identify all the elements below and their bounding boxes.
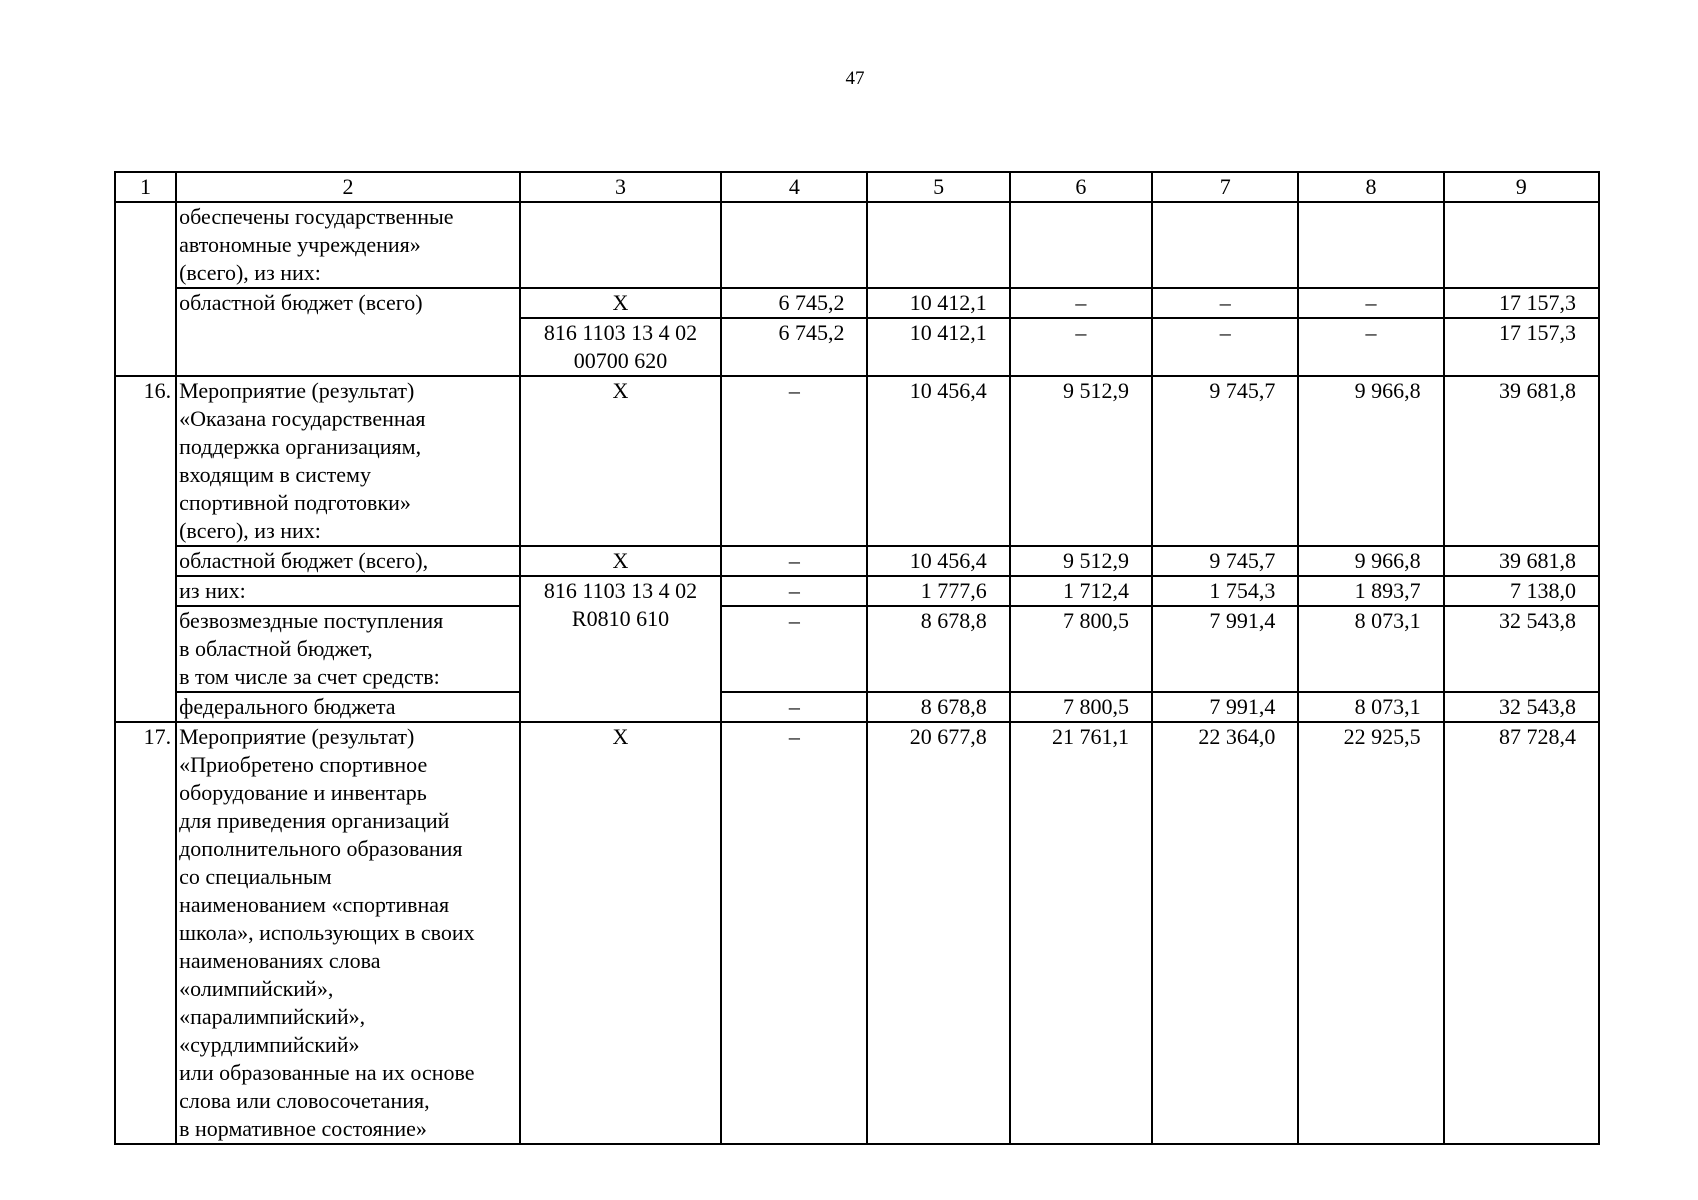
- name-cell: областной бюджет (всего),: [176, 546, 520, 576]
- value-cell: 7 991,4: [1152, 692, 1298, 722]
- value-cell: 6 745,2: [721, 288, 867, 318]
- value-cell: 32 543,8: [1444, 606, 1599, 692]
- value-cell: –: [1298, 318, 1443, 376]
- code-cell: Х: [520, 288, 721, 318]
- name-line: «Оказана государственная: [179, 406, 426, 431]
- code-line: 00700 620: [573, 348, 668, 373]
- value-cell: 1 754,3: [1152, 576, 1298, 606]
- name-line: входящим в систему: [179, 462, 371, 487]
- code-cell: [520, 202, 721, 288]
- header-cell: 8: [1298, 172, 1443, 202]
- value-cell: 8 073,1: [1298, 692, 1443, 722]
- header-cell: 2: [176, 172, 520, 202]
- name-line: в нормативное состояние»: [179, 1116, 427, 1141]
- name-line: автономные учреждения»: [179, 232, 421, 257]
- value-cell: 6 745,2: [721, 318, 867, 376]
- name-line: или образованные на их основе: [179, 1060, 475, 1085]
- value-cell: 10 456,4: [867, 546, 1009, 576]
- value-cell: 39 681,8: [1444, 376, 1599, 546]
- table-row: [115, 376, 1599, 546]
- table-row: [115, 576, 1599, 606]
- value-cell: –: [1010, 288, 1152, 318]
- table-row: [115, 202, 1599, 288]
- value-cell: 22 925,5: [1298, 722, 1443, 1144]
- value-cell: 9 512,9: [1010, 546, 1152, 576]
- name-line: в том числе за счет средств:: [179, 664, 440, 689]
- value-cell: 39 681,8: [1444, 546, 1599, 576]
- header-cell: 9: [1444, 172, 1599, 202]
- header-cell: 6: [1010, 172, 1152, 202]
- name-line: школа», использующих в своих: [179, 920, 475, 945]
- name-line: дополнительного образования: [179, 836, 463, 861]
- name-cell: [176, 376, 520, 546]
- row-number-cell: 16.: [115, 376, 176, 722]
- name-line: «паралимпийский»,: [179, 1004, 366, 1029]
- value-cell: [1444, 202, 1599, 288]
- budget-table: [114, 171, 1600, 1145]
- code-line: R0810 610: [571, 606, 670, 631]
- value-cell: 32 543,8: [1444, 692, 1599, 722]
- table-row: [115, 722, 1599, 1144]
- value-cell: [1010, 202, 1152, 288]
- header-cell: 3: [520, 172, 721, 202]
- value-cell: 7 800,5: [1010, 692, 1152, 722]
- value-cell: 7 800,5: [1010, 606, 1152, 692]
- value-cell: –: [1010, 318, 1152, 376]
- value-cell: 8 073,1: [1298, 606, 1443, 692]
- name-cell: [176, 722, 520, 1144]
- value-cell: –: [721, 576, 867, 606]
- code-cell: Х: [520, 376, 721, 546]
- value-cell: 8 678,8: [867, 692, 1009, 722]
- header-row: [115, 172, 1599, 202]
- value-cell: –: [721, 606, 867, 692]
- header-cell: 7: [1152, 172, 1298, 202]
- table-row: [115, 546, 1599, 576]
- value-cell: [867, 202, 1009, 288]
- value-cell: –: [1298, 288, 1443, 318]
- value-cell: –: [1152, 288, 1298, 318]
- name-line: Мероприятие (результат): [179, 724, 415, 749]
- code-line: 816 1103 13 4 02: [543, 320, 698, 345]
- value-cell: [1298, 202, 1443, 288]
- code-cell: Х: [520, 722, 721, 1144]
- name-line: «сурдлимпийский»: [179, 1032, 360, 1057]
- name-cell: федерального бюджета: [176, 692, 520, 722]
- value-cell: 1 777,6: [867, 576, 1009, 606]
- value-cell: 9 745,7: [1152, 376, 1298, 546]
- value-cell: 87 728,4: [1444, 722, 1599, 1144]
- name-line: для приведения организаций: [179, 808, 450, 833]
- value-cell: 17 157,3: [1444, 318, 1599, 376]
- name-line: «олимпийский»,: [179, 976, 334, 1001]
- code-cell: [520, 576, 721, 722]
- name-line: (всего), из них:: [179, 260, 321, 285]
- name-line: (всего), из них:: [179, 518, 321, 543]
- name-line: в областной бюджет,: [179, 636, 373, 661]
- value-cell: 8 678,8: [867, 606, 1009, 692]
- name-line: наименованиях слова: [179, 948, 381, 973]
- code-line: 816 1103 13 4 02: [543, 578, 698, 603]
- value-cell: [721, 202, 867, 288]
- value-cell: 21 761,1: [1010, 722, 1152, 1144]
- code-cell: Х: [520, 546, 721, 576]
- value-cell: 1 712,4: [1010, 576, 1152, 606]
- value-cell: [1152, 202, 1298, 288]
- name-line: оборудование и инвентарь: [179, 780, 427, 805]
- value-cell: 9 745,7: [1152, 546, 1298, 576]
- name-cell: [176, 202, 520, 288]
- name-cell: [176, 606, 520, 692]
- name-cell: областной бюджет (всего): [176, 288, 520, 376]
- header-cell: 4: [721, 172, 867, 202]
- value-cell: –: [721, 376, 867, 546]
- value-cell: 22 364,0: [1152, 722, 1298, 1144]
- value-cell: –: [721, 692, 867, 722]
- name-line: слова или словосочетания,: [179, 1088, 430, 1113]
- header-cell: 1: [115, 172, 176, 202]
- name-cell: из них:: [176, 576, 520, 606]
- row-number-cell: 17.: [115, 722, 176, 1144]
- table-row: [115, 288, 1599, 318]
- name-line: спортивной подготовки»: [179, 490, 411, 515]
- name-line: поддержка организациям,: [179, 434, 422, 459]
- value-cell: –: [1152, 318, 1298, 376]
- name-line: Мероприятие (результат): [179, 378, 415, 403]
- table-row: [115, 692, 1599, 722]
- page-number: 47: [845, 68, 865, 89]
- value-cell: 7 991,4: [1152, 606, 1298, 692]
- header-cell: 5: [867, 172, 1009, 202]
- value-cell: 9 966,8: [1298, 376, 1443, 546]
- value-cell: 9 512,9: [1010, 376, 1152, 546]
- value-cell: 17 157,3: [1444, 288, 1599, 318]
- value-cell: –: [721, 722, 867, 1144]
- name-line: наименованием «спортивная: [179, 892, 450, 917]
- value-cell: 20 677,8: [867, 722, 1009, 1144]
- value-cell: 9 966,8: [1298, 546, 1443, 576]
- row-number-cell: [115, 202, 176, 376]
- code-cell: [520, 318, 721, 376]
- value-cell: 1 893,7: [1298, 576, 1443, 606]
- name-line: безвозмездные поступления: [179, 608, 444, 633]
- name-line: со специальным: [179, 864, 332, 889]
- value-cell: –: [721, 546, 867, 576]
- value-cell: 7 138,0: [1444, 576, 1599, 606]
- value-cell: 10 456,4: [867, 376, 1009, 546]
- table-row: [115, 606, 1599, 692]
- name-line: обеспечены государственные: [179, 204, 454, 229]
- value-cell: 10 412,1: [867, 318, 1009, 376]
- name-line: «Приобретено спортивное: [179, 752, 428, 777]
- value-cell: 10 412,1: [867, 288, 1009, 318]
